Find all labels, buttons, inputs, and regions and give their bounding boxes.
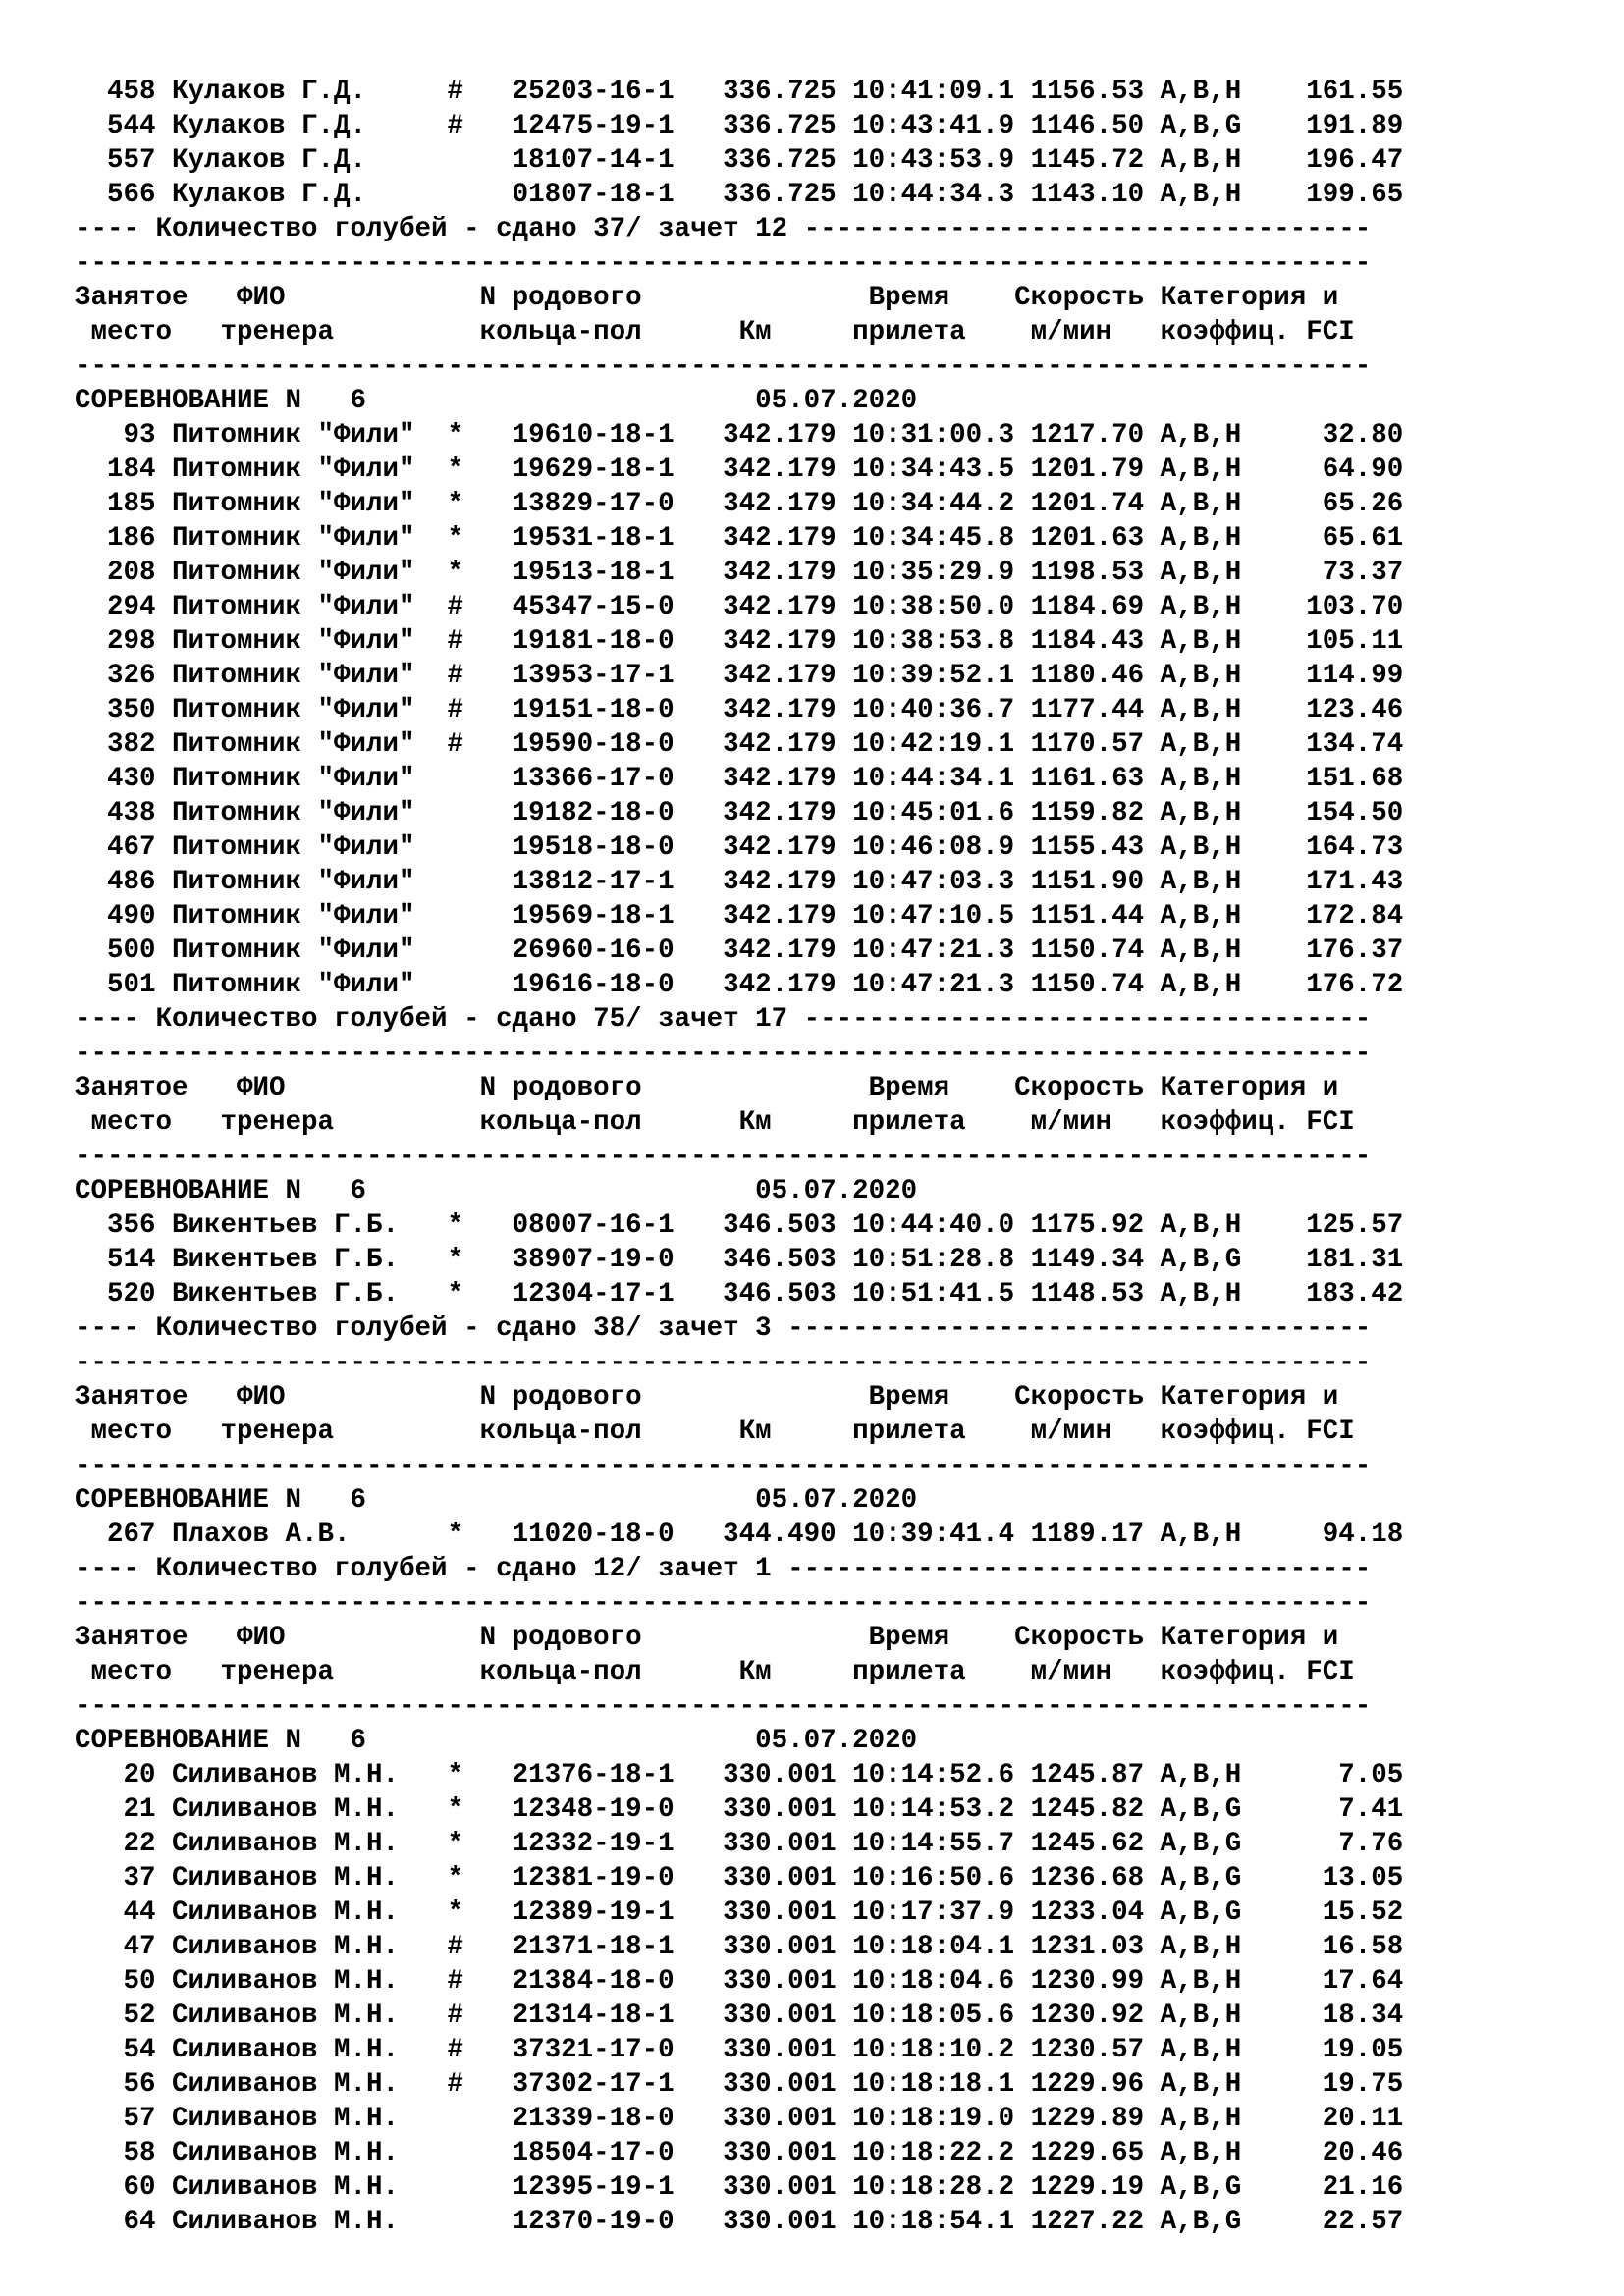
table-row: 50 Силиванов М.Н. # 21384-18-0 330.001 10:18:04.6 1230.99 A,B,H 17.64 [75,1966,1404,1997]
table-row: 500 Питомник "Фили" 26960-16-0 342.179 10:47:21.3 1150.74 A,B,H 176.37 [75,935,1404,966]
divider: -------------------------------------------------------------------------------- [75,1039,1372,1069]
section-summary: ---- Количество голубей - сдано 12/ зачет 1 ------------------------------------ [75,1554,1372,1584]
table-row: 267 Плахов А.В. * 11020-18-0 344.490 10:39:41.4 1189.17 A,B,H 94.18 [75,1520,1404,1550]
table-row: 458 Кулаков Г.Д. # 25203-16-1 336.725 10:41:09.1 1156.53 A,B,H 161.55 [75,77,1404,107]
table-row: 356 Викентьев Г.Б. * 08007-16-1 346.503 10:44:40.0 1175.92 A,B,H 125.57 [75,1210,1404,1241]
table-row: 486 Питомник "Фили" 13812-17-1 342.179 10:47:03.3 1151.90 A,B,H 171.43 [75,867,1404,897]
results-printout [75,75,1403,2239]
table-row: 20 Силиванов М.Н. * 21376-18-1 330.001 10:14:52.6 1245.87 A,B,H 7.05 [75,1760,1404,1790]
column-header-bottom: место тренера кольца-пол Км прилета м/мин коэффиц. FCI [75,1416,1355,1447]
table-row: 57 Силиванов М.Н. 21339-18-0 330.001 10:18:19.0 1229.89 A,B,H 20.11 [75,2104,1404,2134]
divider: -------------------------------------------------------------------------------- [75,1588,1372,1619]
table-row: 514 Викентьев Г.Б. * 38907-19-0 346.503 10:51:28.8 1149.34 A,B,G 181.31 [75,1245,1404,1275]
table-row: 47 Силиванов М.Н. # 21371-18-1 330.001 10:18:04.1 1231.03 A,B,H 16.58 [75,1932,1404,1962]
column-header-top: Занятое ФИО N родового Время Скорость Категория и [75,1623,1339,1653]
table-row: 52 Силиванов М.Н. # 21314-18-1 330.001 10:18:05.6 1230.92 A,B,H 18.34 [75,2001,1404,2031]
table-row: 467 Питомник "Фили" 19518-18-0 342.179 10:46:08.9 1155.43 A,B,H 164.73 [75,832,1404,863]
table-row: 294 Питомник "Фили" # 45347-15-0 342.179 10:38:50.0 1184.69 A,B,H 103.70 [75,592,1404,622]
section-summary: ---- Количество голубей - сдано 75/ зачет 17 ----------------------------------- [75,1004,1372,1035]
table-row: 185 Питомник "Фили" * 13829-17-0 342.179 10:34:44.2 1201.74 A,B,H 65.26 [75,489,1404,519]
table-row: 37 Силиванов М.Н. * 12381-19-0 330.001 10:16:50.6 1236.68 A,B,G 13.05 [75,1863,1404,1894]
table-row: 44 Силиванов М.Н. * 12389-19-1 330.001 10:17:37.9 1233.04 A,B,G 15.52 [75,1897,1404,1928]
section-summary: ---- Количество голубей - сдано 37/ зачет 12 ----------------------------------- [75,214,1372,244]
divider: -------------------------------------------------------------------------------- [75,351,1372,382]
table-row: 56 Силиванов М.Н. # 37302-17-1 330.001 10:18:18.1 1229.96 A,B,H 19.75 [75,2069,1404,2100]
table-row: 566 Кулаков Г.Д. 01807-18-1 336.725 10:44:34.3 1143.10 A,B,H 199.65 [75,180,1404,210]
column-header-top: Занятое ФИО N родового Время Скорость Категория и [75,283,1339,313]
table-row: 382 Питомник "Фили" # 19590-18-0 342.179 10:42:19.1 1170.57 A,B,H 134.74 [75,729,1404,760]
table-row: 64 Силиванов М.Н. 12370-19-0 330.001 10:18:54.1 1227.22 A,B,G 22.57 [75,2207,1404,2237]
column-header-bottom: место тренера кольца-пол Км прилета м/мин коэффиц. FCI [75,1107,1355,1138]
column-header-bottom: место тренера кольца-пол Км прилета м/мин коэффиц. FCI [75,317,1355,347]
table-row: 208 Питомник "Фили" * 19513-18-1 342.179 10:35:29.9 1198.53 A,B,H 73.37 [75,558,1404,588]
divider: -------------------------------------------------------------------------------- [75,1348,1372,1378]
table-row: 350 Питомник "Фили" # 19151-18-0 342.179 10:40:36.7 1177.44 A,B,H 123.46 [75,695,1404,725]
competition-title: СОРЕВНОВАНИЕ N 6 05.07.2020 [75,1485,918,1516]
table-row: 186 Питомник "Фили" * 19531-18-1 342.179 10:34:45.8 1201.63 A,B,H 65.61 [75,523,1404,554]
table-row: 501 Питомник "Фили" 19616-18-0 342.179 10:47:21.3 1150.74 A,B,H 176.72 [75,970,1404,1000]
table-row: 544 Кулаков Г.Д. # 12475-19-1 336.725 10:43:41.9 1146.50 A,B,G 191.89 [75,111,1404,141]
table-row: 326 Питомник "Фили" # 13953-17-1 342.179 10:39:52.1 1180.46 A,B,H 114.99 [75,661,1404,691]
competition-title: СОРЕВНОВАНИЕ N 6 05.07.2020 [75,1176,918,1206]
column-header-top: Занятое ФИО N родового Время Скорость Категория и [75,1382,1339,1413]
divider: -------------------------------------------------------------------------------- [75,1451,1372,1481]
section-summary: ---- Количество голубей - сдано 38/ зачет 3 ------------------------------------ [75,1313,1372,1344]
competition-title: СОРЕВНОВАНИЕ N 6 05.07.2020 [75,1726,918,1756]
table-row: 54 Силиванов М.Н. # 37321-17-0 330.001 10:18:10.2 1230.57 A,B,H 19.05 [75,2035,1404,2065]
column-header-top: Занятое ФИО N родового Время Скорость Категория и [75,1073,1339,1103]
table-row: 438 Питомник "Фили" 19182-18-0 342.179 10:45:01.6 1159.82 A,B,H 154.50 [75,798,1404,828]
table-row: 298 Питомник "Фили" # 19181-18-0 342.179 10:38:53.8 1184.43 A,B,H 105.11 [75,626,1404,657]
divider: -------------------------------------------------------------------------------- [75,1691,1372,1722]
table-row: 93 Питомник "Фили" * 19610-18-1 342.179 10:31:00.3 1217.70 A,B,H 32.80 [75,420,1404,451]
table-row: 557 Кулаков Г.Д. 18107-14-1 336.725 10:43:53.9 1145.72 A,B,H 196.47 [75,145,1404,176]
table-row: 60 Силиванов М.Н. 12395-19-1 330.001 10:18:28.2 1229.19 A,B,G 21.16 [75,2172,1404,2203]
divider: -------------------------------------------------------------------------------- [75,1142,1372,1172]
table-row: 184 Питомник "Фили" * 19629-18-1 342.179 10:34:43.5 1201.79 A,B,H 64.90 [75,454,1404,485]
table-row: 22 Силиванов М.Н. * 12332-19-1 330.001 10:14:55.7 1245.62 A,B,G 7.76 [75,1829,1404,1859]
table-row: 21 Силиванов М.Н. * 12348-19-0 330.001 10:14:53.2 1245.82 A,B,G 7.41 [75,1794,1404,1825]
table-row: 520 Викентьев Г.Б. * 12304-17-1 346.503 10:51:41.5 1148.53 A,B,H 183.42 [75,1279,1404,1309]
table-row: 58 Силиванов М.Н. 18504-17-0 330.001 10:18:22.2 1229.65 A,B,H 20.46 [75,2138,1404,2168]
competition-title: СОРЕВНОВАНИЕ N 6 05.07.2020 [75,386,918,416]
table-row: 430 Питомник "Фили" 13366-17-0 342.179 10:44:34.1 1161.63 A,B,H 151.68 [75,764,1404,794]
divider: -------------------------------------------------------------------------------- [75,248,1372,279]
column-header-bottom: место тренера кольца-пол Км прилета м/мин коэффиц. FCI [75,1657,1355,1687]
table-row: 490 Питомник "Фили" 19569-18-1 342.179 10:47:10.5 1151.44 A,B,H 172.84 [75,901,1404,932]
